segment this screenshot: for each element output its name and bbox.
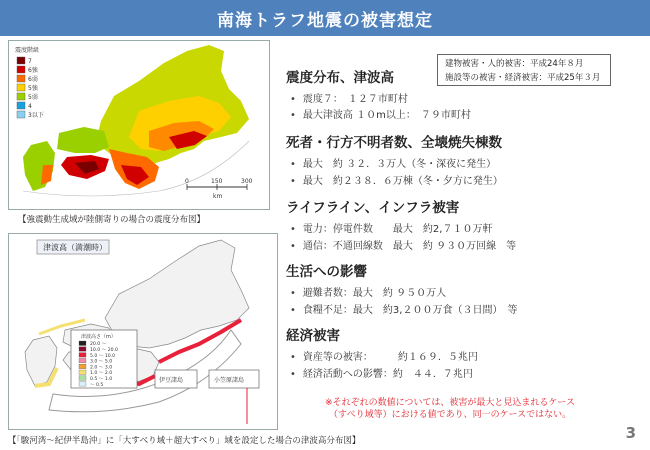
bullet-intensity-1: • 震度７： １２７市町村 — [290, 90, 408, 105]
tsunami-legend-label: 1.0 ～ 2.0 — [90, 371, 113, 377]
intensity-map-caption: 【強震動生成域が陸側寄りの場合の震度分布図】 — [18, 215, 206, 225]
scale-tick-150: 150 — [211, 178, 223, 185]
tsunami-legend-swatch — [79, 341, 86, 346]
footnote — [300, 397, 600, 421]
date-note-line-2: 施設等の被害・経済被害：平成25年３月 — [445, 73, 601, 83]
bullet-daily-life-2: • 食糧不足：最大 約3,２００万食（３日間） 等 — [290, 301, 517, 316]
tsunami-legend-swatch — [79, 382, 86, 387]
scale-tick-0: 0 — [185, 178, 189, 185]
intensity-legend-title: 震度階級 — [15, 47, 40, 54]
footnote-line-1: ※それぞれの数値については、被害が最大と見込まれるケース — [325, 398, 575, 408]
section-heading-lifeline: ライフライン、インフラ被害 — [286, 200, 460, 216]
tsunami-legend-label: 20.0 ～ — [90, 342, 107, 348]
bullet-lifeline-1: • 電力：停電件数 最大 約2,７１０万軒 — [290, 220, 492, 235]
tsunami-legend-swatch — [79, 376, 86, 381]
intensity-legend-label: 5弱 — [28, 94, 38, 101]
inset-izu-label: 伊豆諸島 — [159, 377, 184, 384]
tsunami-legend-label: 10.0 ～ 20.0 — [90, 348, 118, 353]
intensity-legend-swatch — [17, 102, 25, 109]
scale-tick-300: 300 — [241, 178, 253, 185]
tsunami-legend-swatch — [79, 358, 86, 363]
tsunami-legend-swatch — [79, 347, 86, 352]
inset-ogasawara-label: 小笠原諸島 — [214, 377, 245, 384]
intensity-legend-label: 5強 — [28, 85, 38, 92]
bullet-casualties-2: • 最大 約２３８．６万棟（冬・夕方に発生） — [290, 172, 503, 187]
intensity-legend-label: 7 — [28, 58, 32, 65]
section-heading-casualties: 死者・行方不明者数、全壊焼失棟数 — [286, 135, 502, 151]
page-title: 南海トラフ地震の被害想定 — [0, 0, 650, 36]
tsunami-legend-swatch — [79, 364, 86, 369]
tsunami-legend-label: 5.0 ～ 10.0 — [90, 353, 116, 359]
intensity-legend-label: 3以下 — [28, 112, 44, 119]
bullet-economic-1: • 資産等の被害： 約１６９．５兆円 — [290, 348, 478, 363]
section-heading-intensity: 震度分布、津波高 — [286, 70, 394, 86]
bullet-daily-life-1: • 避難者数：最大 約 ９５０万人 — [290, 284, 446, 299]
tsunami-legend-swatch — [79, 353, 86, 358]
intensity-legend-swatch — [17, 84, 25, 91]
intensity-legend-label: 6弱 — [28, 76, 38, 83]
section-heading-economic: 経済被害 — [286, 328, 340, 344]
scale-unit: km — [213, 193, 223, 200]
intensity-legend-swatch — [17, 57, 25, 64]
intensity-legend-swatch — [17, 93, 25, 100]
tsunami-legend-title: 津波高さ（m） — [81, 334, 116, 340]
tsunami-legend — [71, 330, 137, 388]
intensity-legend-swatch — [17, 75, 25, 82]
date-note-line-1: 建物被害・人的被害：平成24年８月 — [445, 59, 584, 69]
tsunami-map — [8, 233, 278, 430]
tsunami-map-label: 津波高（満潮時） — [43, 243, 107, 252]
intensity-legend-label: 6強 — [28, 67, 38, 74]
tsunami-legend-swatch — [79, 370, 86, 375]
bullet-lifeline-2: • 通信：不通回線数 最大 約 ９３０万回線 等 — [290, 237, 516, 252]
bullet-intensity-2: • 最大津波高 １０m以上： ７９市町村 — [290, 106, 471, 121]
intensity-legend-swatch — [17, 111, 25, 118]
section-heading-daily-life: 生活への影響 — [286, 264, 367, 280]
tsunami-legend-label: 3.0 ～ 5.0 — [90, 359, 113, 365]
tsunami-map-caption: 【「駿河湾～紀伊半島沖」に「大すべり域＋超大すべり」域を設定した場合の津波高分布図】 — [8, 436, 361, 446]
tsunami-legend-label: ～ 0.5 — [90, 382, 104, 388]
page-number: 3 — [625, 424, 636, 442]
tsunami-legend-label: 0.5 ～ 1.0 — [90, 377, 113, 382]
intensity-legend-swatch — [17, 66, 25, 73]
intensity-legend-label: 4 — [28, 103, 32, 110]
footnote-line-2: （すべり域等）における値であり、同一のケースではない。 — [328, 410, 572, 420]
tsunami-legend-label: 2.0 ～ 3.0 — [90, 365, 113, 371]
bullet-casualties-1: • 最大 約 ３２．３万人（冬・深夜に発生） — [290, 155, 496, 170]
bullet-economic-2: • 経済活動への影響：約 ４４．７兆円 — [290, 365, 473, 380]
intensity-map — [8, 40, 270, 210]
date-note-box — [437, 54, 611, 86]
